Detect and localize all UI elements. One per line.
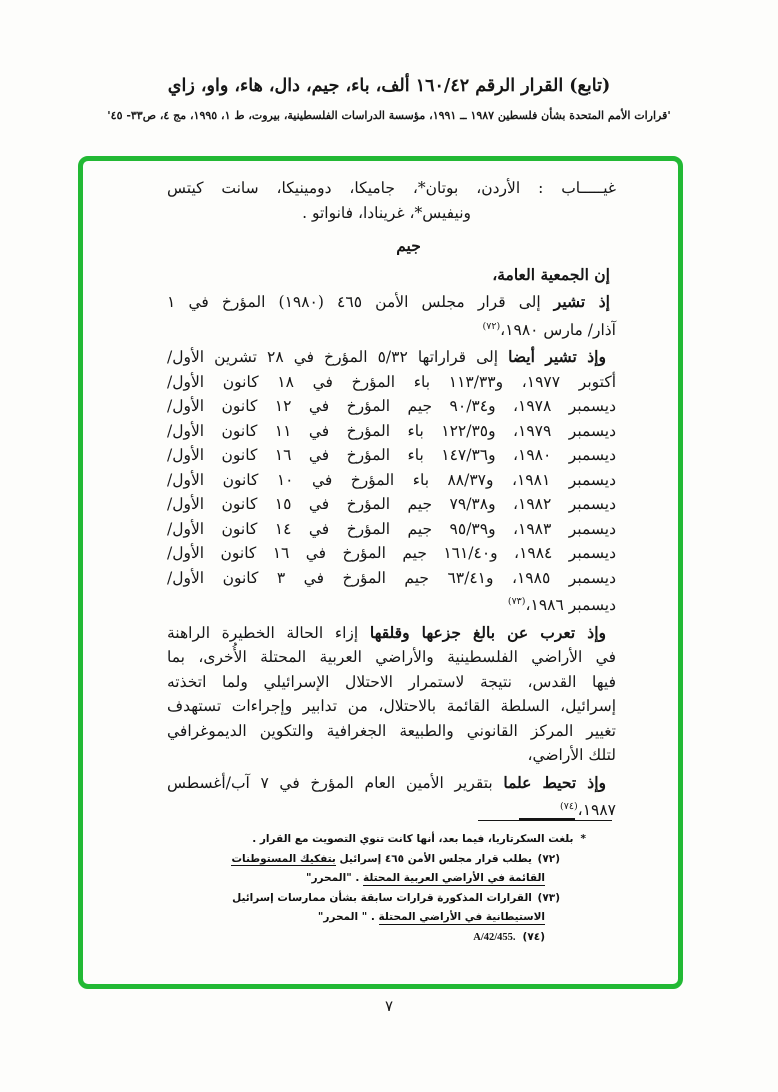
footnotes-block [231,830,586,947]
green-highlight-frame [78,156,683,989]
resolution-list-line: ديسمبر ١٩٧٨، و٩٠/٣٤ جيم المؤرخ في ١٢ كانون الأول/ [167,397,616,415]
paragraph-lead: وإذ تعرب عن بالغ جزعها وقلقها [369,622,606,642]
footnote-separator-line-bold [519,818,575,821]
footnote-text: بلغت السكرتاريا، فيما بعد، أنها كانت تنوي التصويت مع القرار . [252,833,574,845]
paragraph-text: إلى قراراتها ٥/٣٢ المؤرخ في ٢٨ تشرين الأول/ [167,348,509,366]
paragraph-text: ديسمبر ١٩٨٦، [525,596,616,614]
paragraph-takes-note-line-1 [167,771,616,796]
resolution-list-line: ديسمبر ١٩٧٩، و١٢٢/٣٥ باء المؤرخ في ١١ كانون الأول/ [167,421,616,440]
paragraph-alarm-line: تغيير المركز القانوني والطبيعة الجغرافية والتكوين الديموغرافي [167,721,616,740]
resolution-list-line: ديسمبر ١٩٨٢، و٧٩/٣٨ جيم المؤرخ في ١٥ كانون الأول/ [167,495,616,513]
section-heading-jeem: جيم [396,236,421,255]
footnote-star [252,830,586,850]
footnote-text: . "المحرر" [306,872,363,884]
paragraph-alarm-line: إسرائيل، السلطة القائمة بالاحتلال، من تدابير وإجراءات تستهدف [167,697,616,715]
footnote-74-marker: (٧٤) [522,930,545,943]
paragraph-text: ١٩٨٧، [577,801,616,819]
document-title: (تابع) القرار الرقم ١٦٠/٤٢ ألف، باء، جيم، دال، هاء، واو، زاي [167,76,611,96]
footnote-72-marker: (٧٢) [537,852,560,865]
resolution-list-line: ديسمبر ١٩٨١، و٨٨/٣٧ باء المؤرخ في ١٠ كانون الأول/ [167,470,616,489]
footnote-text: . " المحرر" [317,911,379,923]
paragraph-alarm-line-1 [167,621,616,646]
page-number: ٧ [384,997,394,1015]
footnote-document-symbol: A/42/455. [473,931,516,943]
footnote-text: يطلب قرار مجلس الأمن ٤٦٥ إسرائيل [335,852,536,865]
paragraph-alarm-line: فيها القدس، نتيجة لاستمرار الاحتلال الإسرائيلي ولما اتخذته [167,672,616,691]
paragraph-recalls-line-2 [167,315,616,343]
resolution-body [83,161,678,823]
footnote-underlined-text: الاستيطانية في الأراضي المحتلة [378,911,545,923]
footnote-text: القرارات المذكورة قرارات سابقة بشأن ممارسات إسرائيل [232,891,536,904]
paragraph-lead: إذ تشير [553,292,610,311]
paragraph-text: آذار/ مارس ١٩٨٠، [500,320,616,339]
footnote-73-line-1 [232,889,560,909]
resolution-list-last-line [167,590,616,618]
footnote-underlined-text: بتفكيك المستوطنات [231,852,336,865]
footnote-underlined-text: القائمة في الأراضي العربية المحتلة [362,872,545,884]
paragraph-lead: وإذ تحيط علما [503,772,606,792]
asterisk-marker: * [580,833,586,845]
attendance-line-2: ونيفيس*، غرينادا، فانواتو . [302,203,471,222]
document-source-line: 'قرارات الأمم المتحدة بشأن فلسطين ١٩٨٧ ــ ١٩٩١، مؤسسة الدراسات الفلسطينية، بيروت، ط ١، ١٩٩٥، مج ٤، ص٣٣- ٤٥' [107,109,671,122]
paragraph-text: إلى قرار مجلس الأمن ٤٦٥ (١٩٨٠) المؤرخ في ١ [167,293,554,311]
footnote-72-line-2 [276,869,545,889]
attendance-line-1: غيـــــاب : الأردن، بوتان*، جاميكا، دومينيكا، سانت كيتس [167,179,616,197]
paragraph-recalls-line-1 [167,290,616,315]
footnote-ref-74: (٧٤) [560,801,578,812]
paragraph-recalls-also-line-1 [167,345,616,370]
resolution-list-line: أكتوبر ١٩٧٧، و١١٣/٣٣ باء المؤرخ في ١٨ كانون الأول/ [167,372,616,391]
paragraph-lead: وإذ تشير أيضا [508,347,606,366]
resolution-list-line: ديسمبر ١٩٨٠، و١٤٧/٣٦ باء المؤرخ في ١٦ كانون الأول/ [167,446,616,464]
paragraph-alarm-line: في الأراضي الفلسطينية والأراضي العربية المحتلة الأُخرى، بما [167,648,616,666]
paragraph-assembly: إن الجمعية العامة، [492,264,610,284]
paragraph-text: إزاء الحالة الخطيرة الراهنة [167,623,370,642]
resolution-list-line: ديسمبر ١٩٨٣، و٩٥/٣٩ جيم المؤرخ في ١٤ كانون الأول/ [167,519,616,538]
footnote-73-marker: (٧٣) [537,891,560,904]
footnote-72-line-1 [231,850,560,870]
resolution-list-line: ديسمبر ١٩٨٤، و١٦١/٤٠ جيم المؤرخ في ١٦ كانون الأول/ [167,544,616,562]
footnote-73-line-2 [276,908,545,928]
paragraph-text: بتقرير الأمين العام المؤرخ في ٧ آب/أغسطس [167,773,504,792]
footnote-ref-72: (٧٢) [482,320,501,332]
footnote-74 [276,928,545,948]
footnote-ref-73: (٧٣) [507,596,526,607]
resolution-list-line: ديسمبر ١٩٨٥، و٦٣/٤١ جيم المؤرخ في ٣ كانون الأول/ [167,568,617,587]
paragraph-alarm-last-line: لتلك الأراضي، [527,746,616,764]
